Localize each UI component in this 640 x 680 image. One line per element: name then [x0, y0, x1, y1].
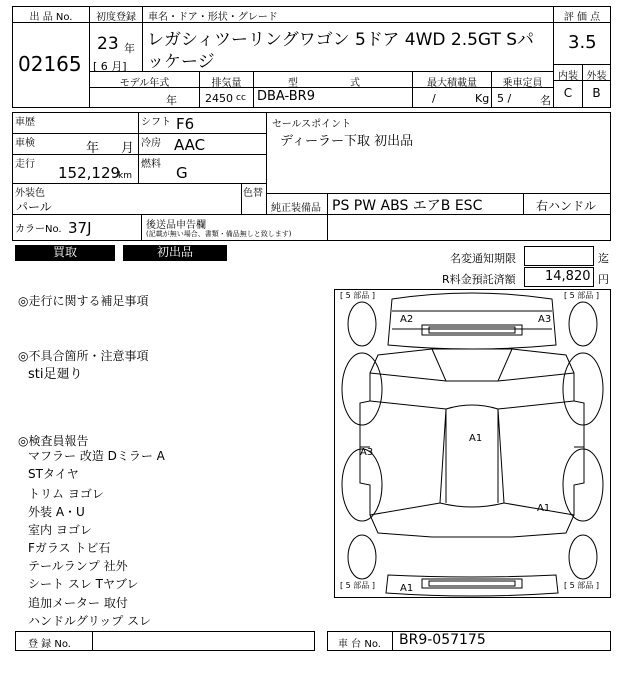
steering-value: 右ハンドル [536, 199, 597, 213]
ac-value: AAC [174, 136, 206, 154]
shift-value: F6 [176, 115, 195, 133]
equipment-value: PS PW ABS エアB ESC [332, 198, 483, 214]
inspector-item: テールランプ 社外 [28, 559, 128, 573]
car-name-label: 車名・ドア・形状・グレード [148, 12, 278, 23]
reg-no-label: 登 録 No. [28, 639, 71, 650]
exterior-label: 外装 [586, 71, 607, 82]
damage-mark-front-left: A2 [400, 314, 414, 325]
chassis-label: 車 台 No. [338, 639, 381, 650]
model-value: DBA-BR9 [257, 89, 315, 104]
fuel-value: G [176, 164, 188, 182]
damage-mark-roof: A1 [469, 433, 483, 444]
first-reg-year-unit: 年 [124, 42, 135, 55]
car-name-line2: ッケージ [147, 52, 215, 72]
exterior-grade: B [592, 86, 601, 100]
first-reg-label: 初度登録 [96, 12, 136, 23]
inspector-item: 外装 A・U [28, 505, 85, 519]
color-value: パール [16, 200, 52, 214]
mileage-unit: km [118, 171, 132, 181]
grade-value: 3.5 [568, 32, 597, 53]
status-bar-first-listing: 初出品 [123, 245, 227, 261]
defect-item: sti足廻り [28, 367, 83, 382]
lot-no: 02165 [18, 52, 82, 76]
inspector-item: 室内 ヨゴレ [28, 523, 92, 537]
model-label-2: 式 [350, 78, 360, 89]
model-year-unit: 年 [166, 94, 177, 107]
car-name-line1: レガシィツーリングワゴン 5ドア 4WD 2.5GT Sパ [147, 30, 535, 50]
name-change-box [524, 246, 594, 266]
history-label: 車歴 [15, 117, 35, 128]
inspector-item: 追加メーター 取付 [28, 596, 128, 610]
repaint-label: 色替 [243, 188, 263, 199]
damage-mark-left-side: A3 [360, 447, 374, 458]
reg-no-cell [92, 631, 315, 651]
max-load-label: 最大積載量 [427, 78, 477, 89]
fuel-label: 燃料 [141, 159, 161, 170]
first-reg-month: [ 6 月] [93, 60, 127, 73]
interior-label: 内装 [558, 71, 578, 82]
docs-note: (記載が無い場合、書類・備品無しと致します) [146, 230, 292, 238]
color-no-value: 37J [68, 219, 92, 237]
inspector-item: STタイヤ [28, 467, 79, 481]
model-year-cell [89, 87, 200, 108]
capacity-label: 乗車定員 [502, 78, 543, 89]
tire-rear-left-label: [ 5 部品 ] [340, 581, 375, 590]
tire-front-left-label: [ 5 部品 ] [340, 291, 375, 300]
chassis-no: BR9-057175 [399, 632, 486, 648]
capacity-value: 5 / [497, 92, 512, 105]
shaken-month-unit: 月 [121, 141, 135, 156]
docs-cell-divider [327, 214, 328, 241]
inspector-item: トリム ヨゴレ [28, 487, 104, 501]
inspector-title: ◎検査員報告 [18, 434, 89, 448]
first-reg-year: 23 [97, 34, 119, 54]
capacity-unit: 名 [540, 94, 551, 107]
recycle-label: R料金預託済額 [442, 273, 516, 286]
displacement-unit: cc [236, 93, 246, 103]
status-bar-buyout: 買取 [15, 245, 115, 261]
color-label: 外装色 [15, 188, 45, 199]
sales-point-label: セールスポイント [272, 119, 352, 130]
grade-label: 評 価 点 [563, 12, 601, 23]
inspector-item: マフラー 改造 Dミラー A [28, 449, 165, 463]
inspector-item: Fガラス トビ石 [28, 541, 111, 555]
lot-no-label: 出 品 No. [29, 12, 73, 23]
displacement-value: 2450 [205, 92, 233, 105]
mileage-value: 152,129 [58, 164, 121, 182]
sales-point-value: ディーラー下取 初出品 [280, 134, 414, 149]
ac-label: 冷房 [141, 138, 161, 149]
recycle-amount: 14,820 [545, 269, 591, 284]
interior-grade: C [563, 86, 573, 100]
model-year-label: モデル年式 [119, 78, 170, 89]
name-change-unit: 迄 [598, 252, 609, 265]
max-load-sep: / [432, 92, 436, 105]
tire-rear-right-label: [ 5 部品 ] [564, 581, 599, 590]
displacement-label: 排気量 [211, 78, 242, 89]
damage-mark-front-right: A3 [538, 314, 552, 325]
recycle-unit: 円 [598, 273, 609, 286]
equipment-label: 純正装備品 [271, 203, 321, 214]
shift-label: シフト [141, 117, 171, 128]
shaken-year-unit: 年 [86, 141, 100, 156]
mileage-label: 走行 [15, 159, 35, 170]
name-change-label: 名変通知期限 [450, 252, 516, 265]
defects-title: ◎不具合箇所・注意事項 [18, 349, 149, 363]
damage-mark-right-side: A1 [537, 503, 551, 514]
docs-label: 後送品申告欄 [146, 220, 206, 231]
tire-front-right-label: [ 5 部品 ] [564, 291, 599, 300]
model-label-cell [253, 71, 413, 88]
color-no-label: カラーNo. [15, 224, 62, 235]
max-load-unit: Kg [475, 92, 490, 105]
model-label: 型 [288, 78, 298, 89]
damage-mark-rear: A1 [400, 583, 414, 594]
shaken-label: 車検 [15, 138, 35, 149]
inspector-item: シート スレ Tヤブレ [28, 577, 139, 591]
driving-notes-title: ◎走行に関する補足事項 [18, 294, 149, 308]
inspector-item: ハンドルグリップ スレ [28, 614, 152, 628]
